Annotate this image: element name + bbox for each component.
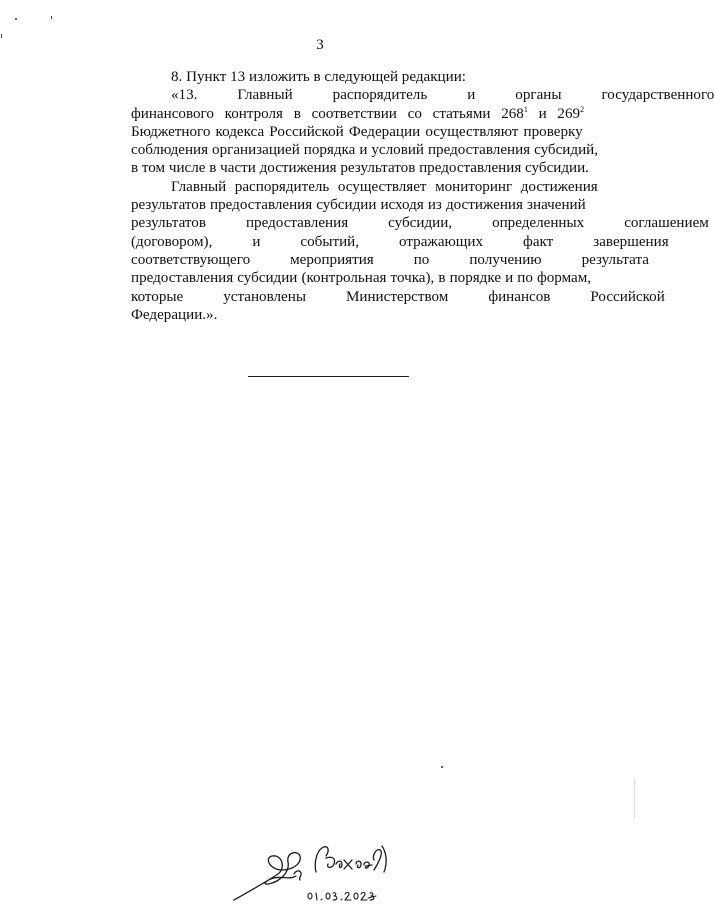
word: результата [581,251,649,268]
monitoring-line-7 [91,288,665,306]
clause-13-line-3: Бюджетного кодекса Российской Федерации осуществляют проверку [131,123,583,140]
word: установлены [223,288,306,305]
word: государственного [601,87,714,104]
word: и [252,233,261,250]
word: субсидии, [388,215,453,232]
word: которые [131,288,184,305]
superscript: 2 [580,104,585,114]
scan-speck [1,34,2,38]
word: предоставления [245,215,349,232]
document-body [91,68,714,324]
monitoring-line-3 [91,214,709,232]
scan-speck [51,16,52,19]
word: органы [515,87,562,104]
clause-13-line-4: соблюдения организацией порядка и условий предоставления субсидий, [131,142,598,159]
word: определенных [492,215,585,232]
word: результатов [131,215,206,232]
monitoring-line-4 [91,233,669,251]
item-8-paragraph [91,68,568,86]
clause-13-line-2 [91,104,585,123]
handwritten-signature [222,836,422,904]
text-segment: и 269 [527,105,581,122]
scan-speck [15,18,17,20]
word: «13. [171,87,198,104]
word: факт [523,233,554,250]
clause-13-line-5: в том числе в части достижения результатов предоставления субсидии. [131,160,589,177]
monitoring-paragraph [91,178,709,324]
word: соглашением [624,215,709,232]
end-rule [248,376,409,377]
word: и [467,87,476,104]
page-number: 3 [316,37,324,53]
scan-speck [441,766,443,768]
word: Российской [590,288,665,305]
word: соответствующего [131,251,251,268]
word: Министерством [345,288,449,305]
text-segment: финансового контроля в соответствии со статьями 268 [131,105,524,122]
clause-13-line-1 [91,86,714,104]
word: (договором), [131,233,213,250]
monitoring-line-6: предоставления субсидии (контрольная точка), в порядке и по формам, [131,270,592,287]
word: по [413,251,430,268]
monitoring-line-2: результатов предоставления субсидии исходя из достижения значений [131,197,586,214]
superscript: 1 [523,104,528,114]
word: Главный [237,87,293,104]
word: отражающих [399,233,484,250]
word: событий, [300,233,360,250]
monitoring-line-8: Федерации.». [131,306,218,323]
word: завершения [593,233,669,250]
monitoring-line-1: Главный распорядитель осуществляет мониторинг достижения [171,178,598,195]
monitoring-line-5 [91,251,649,269]
word: распорядитель [332,87,428,104]
word: получению [469,251,542,268]
word: мероприятия [290,251,374,268]
scan-speck [634,778,635,818]
clause-13-paragraph [91,86,714,177]
item-8-heading: 8. Пункт 13 изложить в следующей редакции: [171,69,466,85]
word: финансов [488,288,551,305]
